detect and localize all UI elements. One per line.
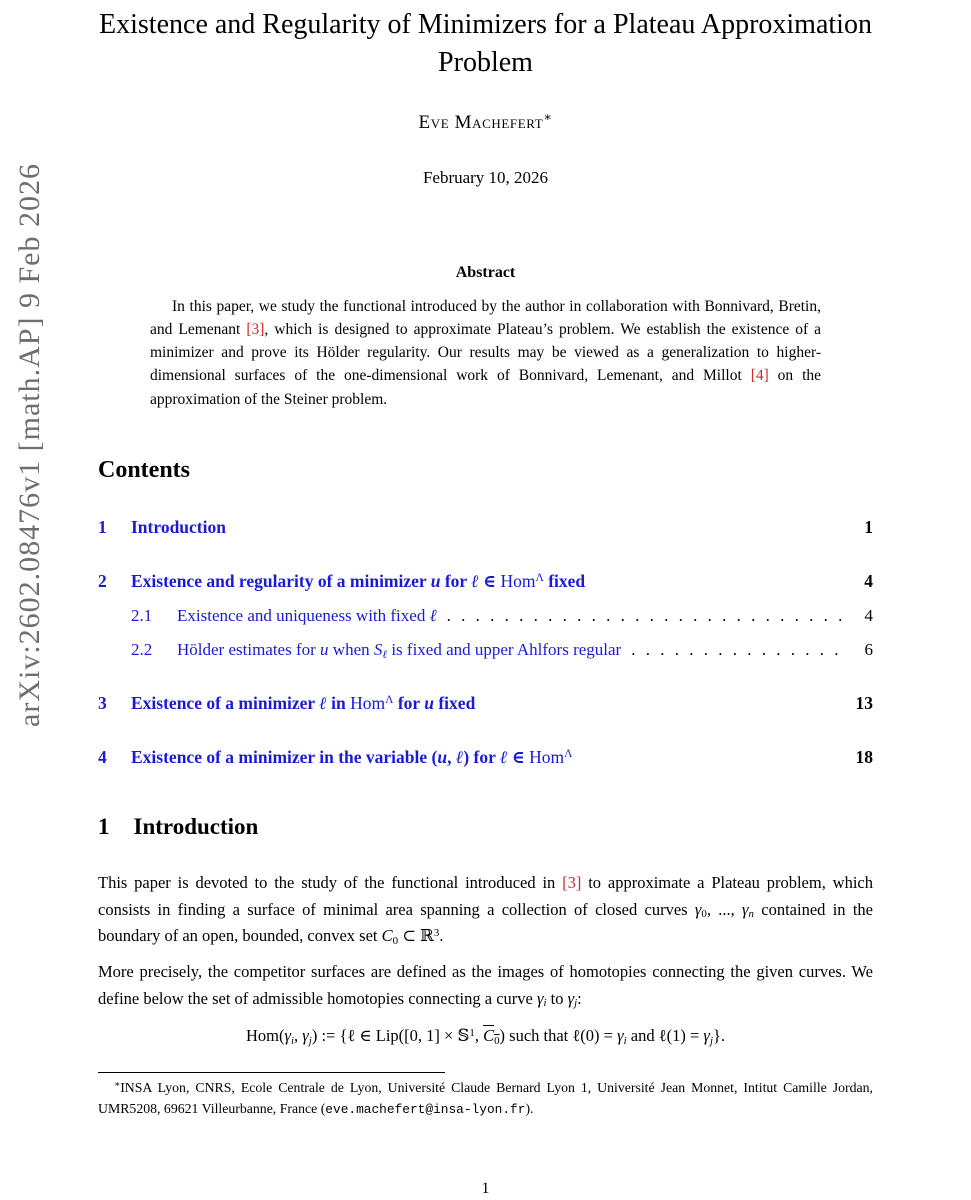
author-line (98, 112, 873, 134)
abstract-text: In this paper, we study the functional introduced by the author in collaboration with Bonnivard, Bretin, and Lemenant [3], which is designed to approximate Plateau’s problem. We establish the existence of a minimizer and prove its Hölder regularity. Our results may be viewed as a generalization to higher-dimensional surfaces of the one-dimensional work of Bonnivard, Lemenant, and Millot [4] on the approximation of the Steiner problem. (150, 297, 822, 408)
toc-entry-3-existence-minimizer-l[interactable] (98, 693, 873, 714)
toc-page: 18 (855, 746, 873, 767)
intro-paragraph-1: This paper is devoted to the study of the functional introduced in [3] to approximate a Plateau problem, which consists in finding a surface of minimal area spanning a collection of closed curves $\gamma_0$, ..., $\gamma_n$ contained in the boundary of an open, bounded, convex set $C_0$ ⊂ ℝ$^3$. (98, 872, 873, 947)
date: February 10, 2026 (422, 167, 549, 187)
toc-page: 13 (855, 692, 873, 713)
toc-title: Existence of a minimizer in the variable (u, ℓ) for ℓ ∈ Hom$^\Lambda$ (131, 746, 573, 767)
citation-3[interactable]: [3] (246, 320, 265, 338)
arxiv-watermark: arXiv:2602.08476v1 [math.AP] 9 Feb 2026 (13, 163, 46, 727)
toc-page: 6 (864, 639, 873, 659)
footnote (98, 1072, 873, 1119)
toc-number: 1 (98, 516, 107, 537)
section-title: Introduction (133, 813, 259, 839)
toc-page: 4 (864, 570, 873, 591)
toc-dot-leader (447, 606, 843, 626)
toc-number: 3 (98, 692, 107, 713)
table-of-contents (98, 517, 873, 768)
hom-definition-equation: $Hom(\gamma_i$, $\gamma_j$) := {ℓ ∈ Lip([0, 1] × 𝕊$^1$, $C_0$) such that ℓ(0) = $\gamma_i$ and ℓ(1) = $\gamma_j$}. (245, 1026, 726, 1048)
toc-entry-4-existence-minimizer-ul[interactable] (98, 747, 873, 768)
citation-4[interactable]: [4] (750, 367, 769, 385)
section-1-heading (98, 814, 873, 840)
toc-entry-2-existence-regularity[interactable] (98, 571, 873, 592)
toc-number: 2.2 (131, 639, 153, 659)
toc-number: 4 (98, 746, 107, 767)
toc-number: 2 (98, 570, 107, 591)
abstract-heading: Abstract (455, 263, 516, 281)
abstract (98, 264, 873, 411)
citation-3-intro[interactable]: [3] (562, 872, 582, 892)
toc-title: Existence of a minimizer ℓ in Hom$^\Lambda$ for u fixed (131, 692, 476, 713)
toc-dot-leader (631, 640, 843, 660)
intro-paragraph-2: More precisely, the competitor surfaces are defined as the images of homotopies connecting the given curves. We define below the set of admissible homotopies connecting a curve $\gamma_i$ to $\gamma_j$: (98, 962, 873, 1010)
toc-page: 1 (864, 516, 873, 537)
toc-entry-2-2-holder-estimates[interactable] (98, 640, 873, 660)
page-number: 1 (481, 1180, 490, 1197)
toc-title: Existence and uniqueness with fixed ℓ (177, 605, 437, 625)
toc-entry-1-introduction[interactable] (98, 517, 873, 538)
author-name: Eve Machefert (418, 111, 544, 133)
toc-page: 4 (864, 605, 873, 625)
contents-heading: Contents (98, 456, 191, 483)
toc-entry-2-1-existence-uniqueness[interactable] (98, 606, 873, 626)
author-thanks-mark: ∗ (543, 110, 553, 125)
toc-title: Introduction (131, 516, 226, 537)
paper-title: Existence and Regularity of Minimizers for a Plateau Approximation Problem (99, 9, 872, 78)
toc-number: 2.1 (131, 605, 153, 625)
footnote-rule (98, 1072, 445, 1073)
section-number: 1 (98, 813, 110, 839)
toc-title: Existence and regularity of a minimizer u for ℓ ∈ Hom$^\Lambda$ fixed (131, 570, 586, 591)
footnote-text: ∗INSA Lyon, CNRS, Ecole Centrale de Lyon, Université Claude Bernard Lyon 1, Université Jean Monnet, Intitut Camille Jordan, UMR5208, 69621 Villeurbanne, France (eve.machefert@insa-lyon.fr). (98, 1079, 873, 1117)
toc-title: Hölder estimates for u when $S_\ell$ is fixed and upper Ahlfors regular (177, 639, 622, 661)
author-email[interactable]: eve.machefert@insa-lyon.fr (325, 1101, 526, 1117)
